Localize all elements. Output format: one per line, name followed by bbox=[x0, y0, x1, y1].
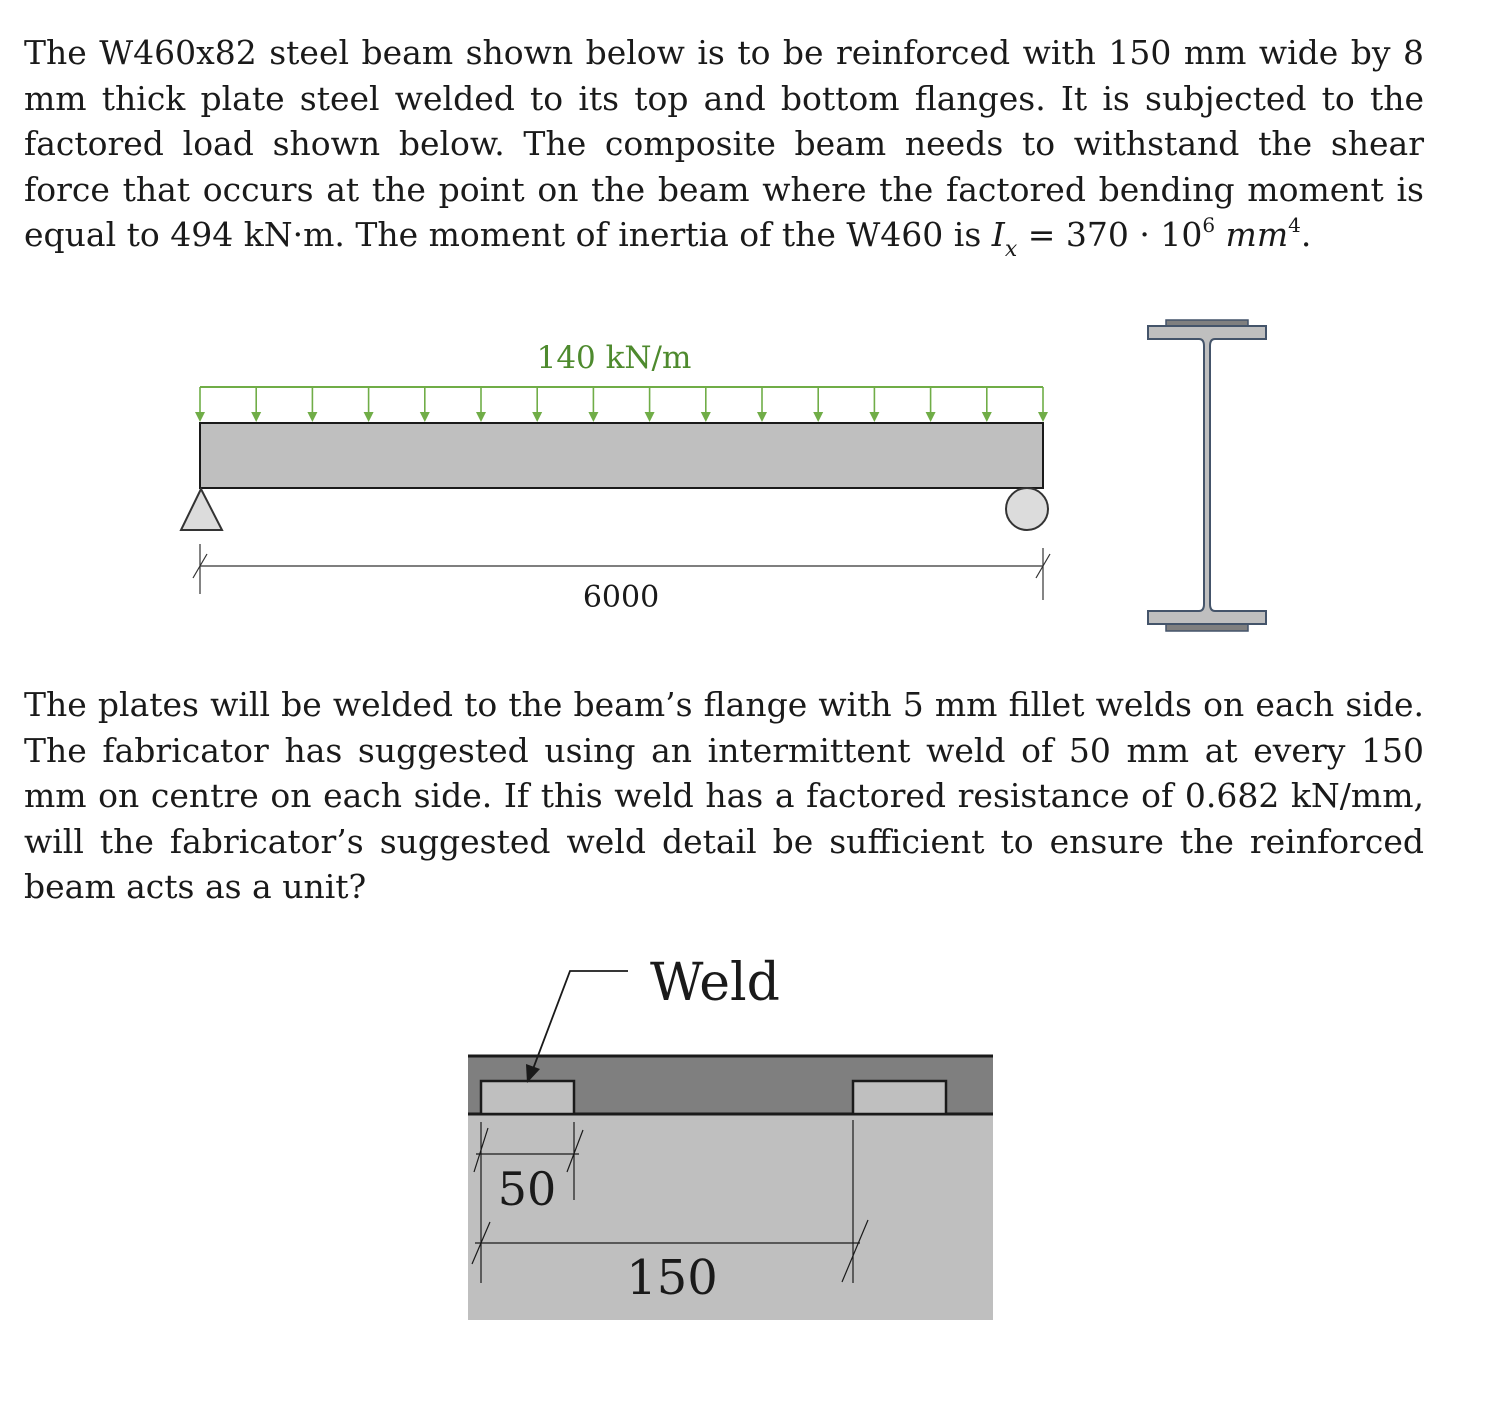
inertia-unit-exponent: 4 bbox=[1288, 213, 1301, 237]
distributed-load-arrows bbox=[195, 387, 1048, 422]
load-arrow-head bbox=[588, 412, 598, 422]
load-arrow-head bbox=[701, 412, 711, 422]
inertia-value: = 370 · 10 bbox=[1017, 215, 1203, 254]
load-arrow-head bbox=[757, 412, 767, 422]
weld-segment-2 bbox=[853, 1081, 946, 1114]
weld-spacing-label: 150 bbox=[626, 1250, 718, 1306]
inertia-exponent: 6 bbox=[1202, 213, 1216, 237]
weld-detail bbox=[468, 953, 993, 1320]
roller-support bbox=[1006, 488, 1048, 530]
load-arrow-head bbox=[364, 412, 374, 422]
beam-body bbox=[200, 423, 1043, 488]
load-arrow-head bbox=[532, 412, 542, 422]
w460-section bbox=[1148, 326, 1266, 624]
span-label: 6000 bbox=[582, 580, 660, 615]
ibeam-cross-section bbox=[1148, 320, 1266, 631]
bottom-plate bbox=[1166, 624, 1248, 631]
load-arrow-head bbox=[420, 412, 430, 422]
load-arrow-head bbox=[982, 412, 992, 422]
beam-diagram bbox=[181, 340, 1050, 615]
load-arrow-head bbox=[813, 412, 823, 422]
paragraph-1-end: . bbox=[1300, 215, 1312, 254]
load-arrow-head bbox=[476, 412, 486, 422]
load-arrow-head bbox=[1038, 412, 1048, 422]
load-arrow-head bbox=[195, 412, 205, 422]
load-arrow-head bbox=[307, 412, 317, 422]
inertia-unit: mm bbox=[1225, 215, 1289, 254]
paragraph-1-text: The W460x82 steel beam shown below is to be reinforced with 150 mm wide by 8 mm thick plate steel welded to its top and bottom flanges. It is subjected to the factored load shown below. The composite beam needs to withstand the shear force that occurs at the point on the beam where the factored bending moment is equal to 494 kN·m. The moment of inertia of the W460 is bbox=[24, 33, 1424, 254]
inertia-symbol: I bbox=[991, 215, 1005, 254]
weld-length-label: 50 bbox=[497, 1162, 557, 1216]
load-arrow-head bbox=[645, 412, 655, 422]
load-arrow-head bbox=[869, 412, 879, 422]
load-arrow-head bbox=[926, 412, 936, 422]
weld-segment-1 bbox=[481, 1081, 574, 1114]
beam-flange bbox=[468, 1114, 993, 1320]
inertia-subscript: x bbox=[1004, 237, 1018, 262]
weld-label: Weld bbox=[650, 953, 780, 1013]
distributed-load-label: 140 kN/m bbox=[536, 340, 692, 376]
pin-support bbox=[181, 489, 222, 530]
load-arrow-head bbox=[251, 412, 261, 422]
problem-paragraph-2: The plates will be welded to the beam’s flange with 5 mm fillet welds on each side. The fabricator has suggested using an intermittent weld of 50 mm at every 150 mm on centre on each side. If this weld has a factored resistance of 0.682 kN/mm, will the fabricator’s suggested weld detail be sufficient to ensure the reinforced beam acts as a unit? bbox=[24, 685, 1424, 906]
